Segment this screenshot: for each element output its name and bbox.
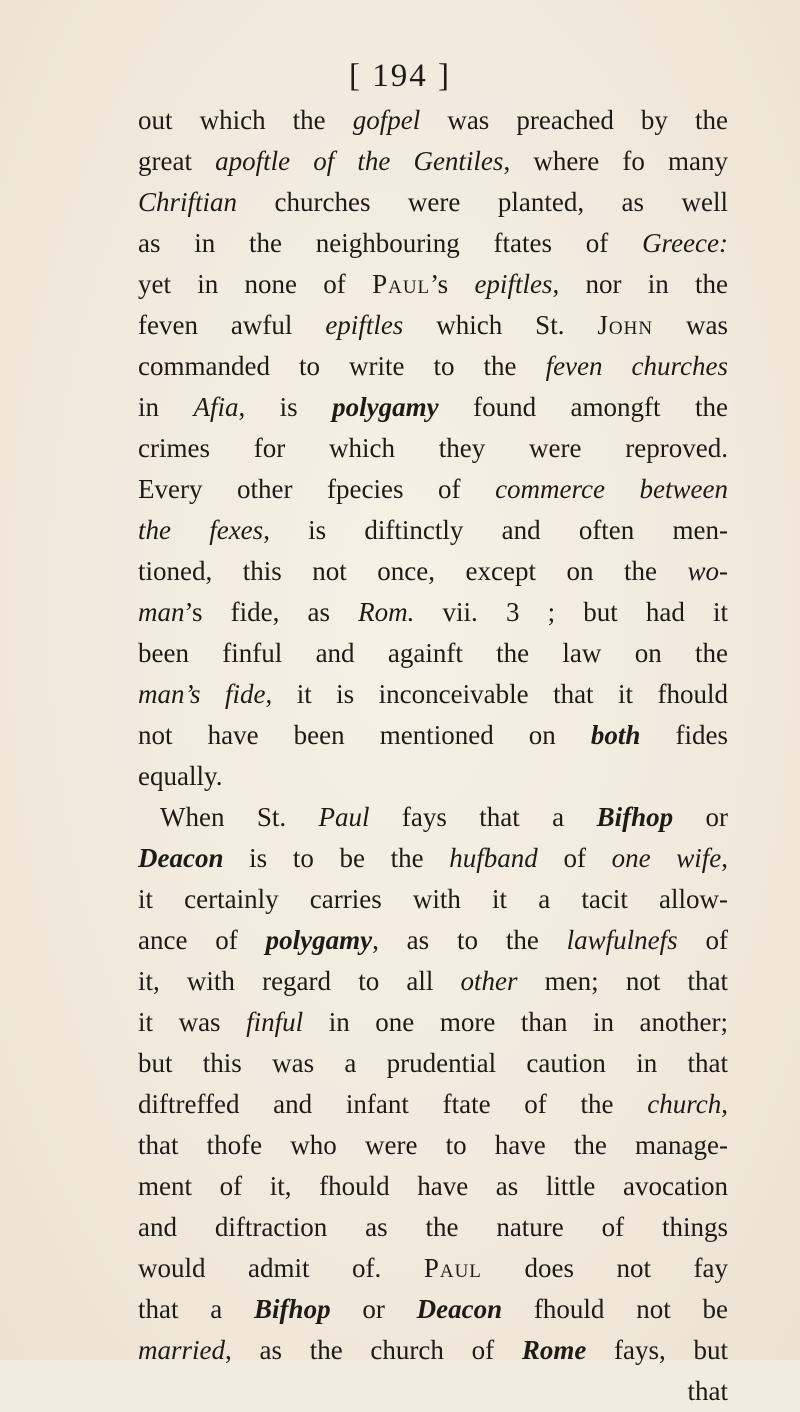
text-line: [138, 1125, 728, 1166]
text-line: [138, 1166, 728, 1207]
text-segment: of: [677, 925, 728, 955]
text-segment: lawfulnefs: [566, 925, 678, 955]
text-segment: been finful and againft the law on the: [138, 638, 728, 668]
text-line: [138, 346, 728, 387]
text-segment: Every other fpecies of: [138, 474, 496, 504]
text-segment: John: [597, 310, 654, 340]
page-header: [ 194 ]: [349, 58, 451, 94]
text-line: [138, 1289, 728, 1330]
text-segment: equally.: [138, 761, 223, 791]
text-segment: was preached by the: [420, 105, 728, 135]
text-line: [138, 428, 728, 469]
text-segment: Greece:: [642, 228, 728, 258]
text-segment: which St.: [403, 310, 598, 340]
text-line: [138, 920, 728, 961]
text-segment: , as the church of: [225, 1335, 522, 1365]
text-segment: one wife: [611, 843, 722, 873]
text-segment: found amongft the: [438, 392, 728, 422]
text-line: [138, 469, 728, 510]
text-segment: polygamy: [265, 925, 373, 955]
text-segment: is to be the: [223, 843, 450, 873]
text-segment: of: [537, 843, 612, 873]
text-segment: Bifhop: [254, 1294, 331, 1324]
text-segment: churches were planted, as well: [237, 187, 728, 217]
text-segment: Paul: [318, 802, 370, 832]
text-line: [138, 1043, 728, 1084]
text-segment: in: [138, 392, 194, 422]
text-segment: feven churches: [545, 351, 729, 381]
text-line: [138, 1330, 728, 1371]
text-segment: Paul: [372, 269, 431, 299]
text-segment: Deacon: [138, 843, 224, 873]
text-line: [138, 715, 728, 756]
text-segment: fays, but: [586, 1335, 728, 1365]
text-segment: feven awful: [138, 310, 326, 340]
text-segment: does not fay: [481, 1253, 728, 1283]
text-segment: apoftle of the Gentiles: [215, 146, 504, 176]
text-segment: crimes for which they were reproved.: [138, 433, 728, 463]
text-segment: epiftles: [474, 269, 553, 299]
text-segment: wo-: [687, 556, 728, 586]
text-segment: vii. 3 ; but had it: [414, 597, 728, 627]
text-segment: that a: [138, 1294, 255, 1324]
text-line: [138, 633, 728, 674]
text-line: [138, 756, 728, 797]
text-segment: ’s: [430, 269, 475, 299]
text-segment: as in the neighbouring ftates of: [138, 228, 643, 258]
text-segment: it was: [138, 1007, 247, 1037]
text-segment: in one more than in another;: [303, 1007, 728, 1037]
body-text: [138, 100, 728, 1412]
text-segment: other: [460, 966, 518, 996]
text-segment: Rom.: [358, 597, 415, 627]
text-line: [138, 387, 728, 428]
text-segment: , is: [238, 392, 333, 422]
text-segment: , as to the: [372, 925, 567, 955]
text-segment: commerce between: [495, 474, 729, 504]
text-line: [138, 264, 728, 305]
text-line: [138, 223, 728, 264]
text-segment: it certainly carries with it a tacit allow-: [138, 884, 728, 914]
text-segment: church: [647, 1089, 722, 1119]
text-segment: or: [673, 802, 728, 832]
text-segment: gofpel: [352, 105, 421, 135]
text-segment: fides: [640, 720, 728, 750]
text-segment: the fexes: [138, 515, 264, 545]
text-line: [138, 1207, 728, 1248]
text-segment: yet in none of: [138, 269, 373, 299]
text-segment: would admit of.: [138, 1253, 424, 1283]
text-segment: men; not that: [517, 966, 728, 996]
text-segment: Bifhop: [596, 802, 674, 832]
text-segment: ance of: [138, 925, 266, 955]
text-segment: or: [330, 1294, 417, 1324]
text-segment: fhould not be: [502, 1294, 728, 1324]
text-segment: Chriftian: [138, 187, 238, 217]
text-line: [138, 592, 728, 633]
text-segment: that: [687, 1376, 728, 1406]
text-line: [138, 305, 728, 346]
text-segment: ,: [721, 843, 728, 873]
text-segment: Afia: [193, 392, 239, 422]
text-line: [138, 797, 728, 838]
text-segment: out which the: [138, 105, 353, 135]
text-line: [138, 141, 728, 182]
text-line: [138, 879, 728, 920]
text-segment: When St.: [160, 802, 319, 832]
text-segment: ment of it, fhould have as little avocation: [138, 1171, 728, 1201]
text-segment: man: [138, 597, 185, 627]
catchword: [138, 1371, 728, 1412]
text-line: [138, 510, 728, 551]
text-segment: was: [653, 310, 728, 340]
text-segment: married: [138, 1335, 225, 1365]
text-segment: that thofe who were to have the manage-: [138, 1130, 728, 1160]
text-line: [138, 961, 728, 1002]
text-segment: ,: [721, 1089, 728, 1119]
text-segment: diftreffed and infant ftate of the: [138, 1089, 648, 1119]
text-line: [138, 1084, 728, 1125]
text-segment: but this was a prudential caution in that: [138, 1048, 728, 1078]
text-segment: Rome: [521, 1335, 587, 1365]
text-segment: finful: [246, 1007, 304, 1037]
text-segment: , it is inconceivable that it fhould: [265, 679, 728, 709]
text-line: [138, 182, 728, 223]
text-segment: both: [590, 720, 641, 750]
text-segment: it, with regard to all: [138, 966, 461, 996]
text-line: [138, 674, 728, 715]
text-segment: not have been mentioned on: [138, 720, 591, 750]
text-segment: ’s fide, as: [184, 597, 359, 627]
text-segment: tioned, this not once, except on the: [138, 556, 688, 586]
text-segment: great: [138, 146, 216, 176]
text-line: [138, 1002, 728, 1043]
text-line: [138, 838, 728, 879]
text-segment: Paul: [423, 1253, 482, 1283]
text-segment: Deacon: [416, 1294, 503, 1324]
text-line: [138, 551, 728, 592]
text-segment: fays that a: [369, 802, 597, 832]
text-segment: , is diftinctly and often men-: [263, 515, 728, 545]
text-line: [138, 1248, 728, 1289]
text-segment: , nor in the: [552, 269, 728, 299]
text-segment: and diftraction as the nature of things: [138, 1212, 728, 1242]
text-segment: polygamy: [332, 392, 439, 422]
text-segment: , where fo many: [503, 146, 729, 176]
text-line: [138, 100, 728, 141]
text-segment: epiftles: [325, 310, 404, 340]
text-segment: commanded to write to the: [138, 351, 546, 381]
text-segment: man’s fide: [138, 679, 266, 709]
text-segment: hufband: [449, 843, 538, 873]
